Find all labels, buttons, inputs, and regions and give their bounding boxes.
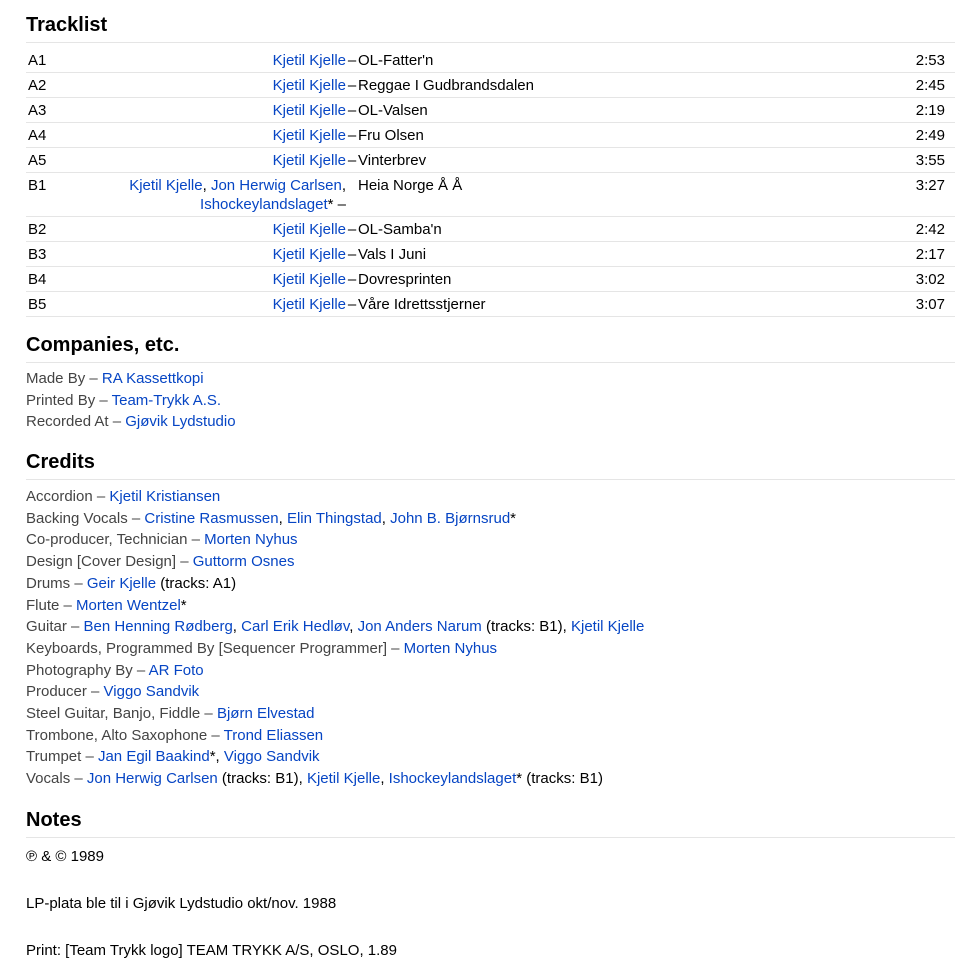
credit-link[interactable]: Carl Erik Hedløv: [241, 618, 350, 636]
separator: –: [347, 127, 357, 144]
artist-suffix: * –: [327, 196, 346, 213]
company-role: Recorded At: [26, 413, 109, 431]
track-artist-link[interactable]: Kjetil Kjelle: [272, 127, 346, 144]
separator: –: [347, 102, 357, 119]
credit-role: Trumpet –: [26, 748, 98, 766]
track-title: Våre Idrettsstjerner: [358, 296, 486, 313]
credit-link[interactable]: Bjørn Elvestad: [216, 705, 315, 723]
credit-link[interactable]: Ben Henning Rødberg: [83, 618, 233, 636]
list-item: [26, 411, 955, 433]
list-item: [26, 551, 955, 573]
credit-suffix: (tracks: B1),: [217, 770, 307, 788]
track-position: A5: [28, 152, 47, 169]
credit-role: Guitar –: [26, 618, 84, 636]
credit-role: Steel Guitar, Banjo, Fiddle –: [26, 705, 217, 723]
separator: –: [347, 271, 357, 288]
notes-line: LP-plata ble til i Gjøvik Lydstudio okt/nov. 1988: [26, 895, 337, 912]
track-artist-link[interactable]: Kjetil Kjelle: [272, 271, 346, 288]
track-title: Vinterbrev: [358, 152, 427, 169]
track-artist-link[interactable]: Kjetil Kjelle: [272, 246, 346, 263]
track-duration: 2:49: [915, 127, 945, 144]
list-item: [26, 368, 955, 390]
track-row: [26, 173, 955, 217]
track-row: [26, 267, 955, 292]
track-duration: 2:19: [915, 102, 945, 119]
track-artist-link[interactable]: Jon Herwig Carlsen: [210, 177, 342, 194]
separator: –: [347, 77, 357, 94]
credit-role: Keyboards, Programmed By [Sequencer Programmer] –: [26, 639, 404, 657]
artist-separator: ,: [202, 177, 207, 194]
credit-link[interactable]: Jon Herwig Carlsen: [86, 770, 218, 788]
track-position: A2: [28, 77, 47, 94]
track-position: B4: [28, 271, 47, 288]
credit-role: Drums –: [26, 574, 87, 592]
credit-role: Photography By –: [26, 661, 149, 679]
company-link[interactable]: Gjøvik Lydstudio: [125, 413, 236, 431]
track-title: Fru Olsen: [358, 127, 424, 144]
track-position: A1: [28, 52, 47, 69]
separator: –: [347, 52, 357, 69]
credit-role: Design [Cover Design] –: [26, 553, 193, 571]
track-artist-link[interactable]: Kjetil Kjelle: [272, 52, 346, 69]
track-artist-link[interactable]: Kjetil Kjelle: [272, 102, 346, 119]
separator: –: [108, 413, 126, 431]
separator: –: [347, 296, 357, 313]
credit-role: Vocals –: [26, 770, 87, 788]
track-artist-link[interactable]: Kjetil Kjelle: [129, 177, 203, 194]
track-row: [26, 217, 955, 242]
track-title: OL-Valsen: [358, 102, 428, 119]
separator: –: [347, 246, 357, 263]
track-row: [26, 148, 955, 173]
company-role: Printed By: [26, 391, 96, 409]
track-row: [26, 123, 955, 148]
separator: –: [347, 221, 357, 238]
track-position: A4: [28, 127, 47, 144]
list-item: Guitar – Ben Henning Rødberg, Carl Erik Hedløv, Jon Anders Narum (tracks: B1), Kjetil Kjelle: [26, 618, 645, 636]
credit-link[interactable]: Ishockeylandslaget: [388, 770, 517, 788]
credit-role: Flute –: [26, 596, 77, 614]
credit-role: Producer –: [26, 683, 104, 701]
track-duration: 3:07: [915, 296, 945, 313]
list-item: [26, 486, 955, 508]
credit-link[interactable]: John B. Bjørnsrud: [390, 509, 511, 527]
credit-link[interactable]: Morten Nyhus: [403, 639, 498, 657]
track-artist-link[interactable]: Kjetil Kjelle: [272, 152, 346, 169]
separator: –: [95, 391, 112, 409]
credit-link[interactable]: Kjetil Kristiansen: [109, 488, 221, 505]
company-role: Made By: [26, 370, 86, 387]
credit-link[interactable]: Viggo Sandvik: [103, 683, 200, 701]
list-item: [26, 725, 955, 747]
credit-suffix: *: [180, 596, 187, 614]
track-title: Vals I Juni: [358, 246, 427, 263]
list-item: [26, 638, 955, 660]
credits-heading: Credits: [26, 451, 955, 480]
track-row: [26, 242, 955, 267]
credit-suffix: (tracks: A1): [156, 574, 237, 592]
track-duration: 2:53: [915, 52, 945, 69]
track-duration: 2:42: [915, 221, 945, 238]
list-item: Backing Vocals – Cristine Rasmussen, Elin Thingstad, John B. Bjørnsrud*: [26, 509, 517, 527]
credit-link[interactable]: Kjetil Kjelle: [306, 770, 381, 788]
credit-link[interactable]: Guttorm Osnes: [192, 553, 295, 571]
track-position: B5: [28, 296, 47, 313]
separator: [346, 173, 358, 217]
track-row: [26, 73, 955, 98]
credit-link[interactable]: Morten Nyhus: [204, 531, 298, 549]
track-title: Heia Norge Å Å: [358, 177, 463, 194]
track-duration: 3:02: [915, 271, 945, 288]
company-link[interactable]: RA Kassettkopi: [101, 370, 204, 387]
list-item: [26, 768, 955, 790]
credit-link[interactable]: Jan Egil Baakind: [97, 748, 210, 766]
list-item: [26, 529, 955, 551]
credit-link[interactable]: Elin Thingstad: [286, 509, 382, 527]
list-item: [26, 573, 955, 595]
credit-suffix: (tracks: B1),: [481, 618, 571, 636]
track-title: OL-Samba'n: [358, 221, 442, 238]
track-title: OL-Fatter'n: [358, 52, 434, 69]
track-position: A3: [28, 102, 47, 119]
notes-line: ℗ & © 1989: [26, 848, 104, 865]
companies-heading: Companies, etc.: [26, 334, 955, 363]
list-item: [26, 390, 955, 412]
track-row: [26, 292, 955, 317]
credit-suffix: *: [510, 509, 517, 527]
credit-link[interactable]: Viggo Sandvik: [223, 748, 320, 766]
credit-link[interactable]: Cristine Rasmussen: [144, 509, 279, 527]
tracklist-heading: Tracklist: [26, 14, 955, 43]
credit-role: Accordion –: [26, 488, 110, 505]
list-item: [26, 660, 955, 682]
list-item: [26, 703, 955, 725]
list-item: [26, 681, 955, 703]
credit-link[interactable]: Trond Eliassen: [223, 726, 324, 744]
track-duration: 3:55: [915, 152, 945, 169]
track-artist-link[interactable]: Kjetil Kjelle: [272, 296, 346, 313]
credit-suffix: *,: [209, 748, 224, 766]
track-position: B3: [28, 246, 47, 263]
company-link[interactable]: Team-Trykk A.S.: [111, 391, 222, 409]
list-item: [26, 595, 955, 617]
artist-separator: ,: [341, 177, 346, 194]
track-duration: 3:27: [915, 177, 945, 194]
tracklist-table: [26, 48, 955, 317]
credit-link[interactable]: Morten Wentzel: [76, 596, 181, 614]
separator: –: [347, 152, 357, 169]
track-artist-link[interactable]: Kjetil Kjelle: [272, 221, 346, 238]
credit-link[interactable]: Jon Anders Narum: [357, 618, 482, 636]
credit-role: Backing Vocals –: [26, 509, 145, 527]
track-duration: 2:45: [915, 77, 945, 94]
separator: –: [85, 370, 102, 387]
track-position: B1: [28, 177, 47, 194]
credit-suffix: * (tracks: B1): [516, 770, 603, 788]
credit-role: Co-producer, Technician –: [26, 531, 205, 549]
notes-line: Print: [Team Trykk logo] TEAM TRYKK A/S, OSLO, 1.89: [26, 942, 397, 959]
separator: ,: [380, 770, 389, 788]
track-row: [26, 48, 955, 73]
credit-link[interactable]: Geir Kjelle: [86, 574, 157, 592]
credit-role: Trombone, Alto Saxophone –: [26, 726, 224, 744]
track-position: B2: [28, 221, 47, 238]
track-row: [26, 98, 955, 123]
track-title: Dovresprinten: [358, 271, 452, 288]
track-title: Reggae I Gudbrandsdalen: [358, 77, 534, 94]
credit-link[interactable]: AR Foto: [148, 661, 204, 679]
track-artist-link[interactable]: Ishockeylandslaget: [200, 196, 328, 213]
credit-link[interactable]: Kjetil Kjelle: [570, 618, 645, 636]
track-duration: 2:17: [915, 246, 945, 263]
list-item: [26, 746, 955, 768]
track-artist-link[interactable]: Kjetil Kjelle: [272, 77, 346, 94]
companies-list: [26, 368, 955, 433]
notes-heading: Notes: [26, 809, 955, 838]
credits-list: [26, 486, 955, 790]
